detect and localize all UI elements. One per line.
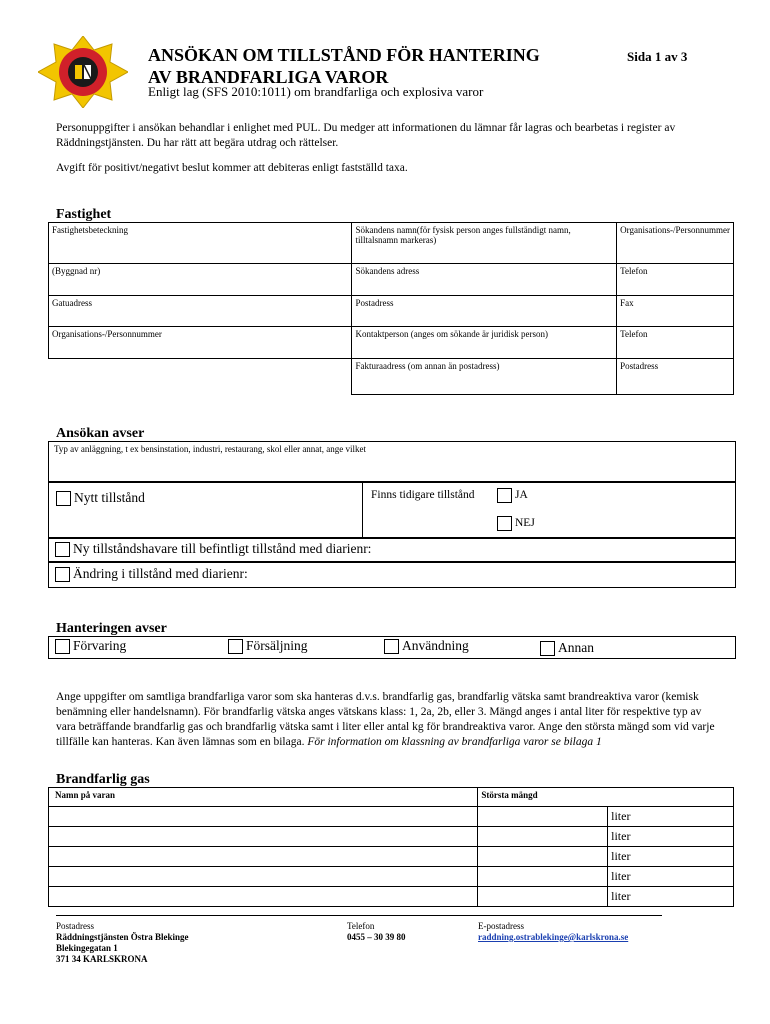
- change-row[interactable]: [48, 561, 736, 588]
- field-sokandens-namn[interactable]: Sökandens namn(för fysisk person anges fullständigt namn, tilltalsnamn markeras): [352, 223, 617, 264]
- gas-name-cell[interactable]: [49, 887, 478, 907]
- gas-col-name: Namn på varan: [49, 788, 478, 807]
- privacy-notice: Personuppgifter i ansökan behandlar i enlighet med PUL. Du medger att informationen du lämnar får lagras och bearbetas i register av Räddningstjänsten. Du har rätt att begära utdrag och rättelser.: [56, 122, 676, 149]
- option-nytt-tillstand[interactable]: Nytt tillstånd: [56, 490, 145, 506]
- page-number: Sida 1 av 3: [627, 49, 688, 64]
- fee-notice: Avgift för positivt/negativt beslut kommer att debiteras enligt fastställd taxa.: [56, 162, 408, 174]
- footer-postal: [56, 921, 189, 965]
- title-line-1: ANSÖKAN OM TILLSTÅND FÖR HANTERING: [148, 45, 540, 65]
- section-heading-fastighet: Fastighet: [56, 207, 112, 222]
- ny-tillstandshavare-label: Ny tillståndshavare till befintligt tillstånd med diarienr:: [73, 541, 372, 556]
- gas-table: [48, 787, 734, 907]
- footer-tel: 0455 – 30 39 80: [347, 932, 406, 942]
- new-holder-row[interactable]: [48, 537, 736, 563]
- gas-unit: liter: [608, 827, 734, 847]
- field-postadress[interactable]: Postadress: [352, 296, 617, 327]
- option-forsaljning[interactable]: Försäljning: [228, 638, 308, 654]
- field-byggnad-nr[interactable]: (Byggnad nr): [49, 264, 352, 296]
- property-table: [48, 222, 734, 395]
- document-title: [148, 44, 608, 88]
- option-ja[interactable]: JA: [497, 488, 528, 503]
- gas-unit: liter: [608, 887, 734, 907]
- gas-amount-cell[interactable]: [478, 867, 608, 887]
- title-line-2: AV BRANDFARLIGA VAROR: [148, 67, 389, 87]
- gas-name-cell[interactable]: [49, 847, 478, 867]
- ja-checkbox[interactable]: [497, 488, 512, 503]
- gas-unit: liter: [608, 867, 734, 887]
- finns-tidigare-label: Finns tidigare tillstånd: [371, 489, 475, 501]
- footer-post-city: 371 34 KARLSKRONA: [56, 954, 148, 964]
- facility-type-label: Typ av anläggning, t ex bensinstation, industri, restaurang, skol eller annat, ange vilket: [54, 444, 367, 454]
- anvandning-checkbox[interactable]: [384, 639, 399, 654]
- instructions-paragraph: [56, 690, 716, 750]
- nej-checkbox[interactable]: [497, 516, 512, 531]
- gas-amount-cell[interactable]: [478, 827, 608, 847]
- footer-email-link[interactable]: raddning.ostrablekinge@karlskrona.se: [478, 932, 629, 942]
- forvaring-checkbox[interactable]: [55, 639, 70, 654]
- option-annan[interactable]: Annan: [540, 640, 594, 656]
- gas-col-amount: Största mängd: [478, 788, 734, 807]
- footer-divider: [56, 915, 662, 916]
- gas-name-cell[interactable]: [49, 807, 478, 827]
- forsaljning-checkbox[interactable]: [228, 639, 243, 654]
- footer-post-street: Blekingegatan 1: [56, 943, 118, 953]
- field-orgnr[interactable]: Organisations-/Personnummer: [617, 223, 734, 264]
- section-heading-ansokan: Ansökan avser: [56, 426, 145, 441]
- facility-type-field[interactable]: [48, 441, 736, 483]
- footer-post-label: Postadress: [56, 921, 94, 931]
- option-forvaring[interactable]: Förvaring: [55, 638, 126, 654]
- annan-checkbox[interactable]: [540, 641, 555, 656]
- gas-name-cell[interactable]: [49, 827, 478, 847]
- field-sokandens-adress[interactable]: Sökandens adress: [352, 264, 617, 296]
- option-anvandning[interactable]: Användning: [384, 638, 469, 654]
- gas-amount-cell[interactable]: [478, 887, 608, 907]
- footer-phone: [347, 921, 406, 943]
- field-org-personnummer[interactable]: Organisations-/Personnummer: [49, 327, 352, 359]
- gas-amount-cell[interactable]: [478, 807, 608, 827]
- instructions-italic: För information om klassning av brandfarliga varor se bilaga 1: [307, 736, 602, 748]
- document-subtitle: Enligt lag (SFS 2010:1011) om brandfarliga och explosiva varor: [148, 84, 484, 99]
- field-kontaktperson[interactable]: Kontaktperson (anges om sökande är juridisk person): [352, 327, 617, 359]
- field-fakturaadress[interactable]: Fakturaadress (om annan än postadress): [352, 359, 617, 395]
- instructions-text: Ange uppgifter om samtliga brandfarliga varor som ska hanteras d.v.s. brandfarlig gas, brandfarlig vätska samt brandreaktiva varor (kemisk benämning eller handelsnamn). För brandfarlig vätska anges vätskans klass: 1, 2a, 2b, eller 3. Mängd anges i antal liter för respektive typ av vara beträffande brandfarlig gas och brandfarlig vätska samt i liter eller antal kg för brandreaktiva varor. Ange den största mängd som vid varje tillfälle kan hanteras. Kan även lämnas som en bilaga.: [56, 691, 715, 748]
- field-kontakt-telefon[interactable]: Telefon: [617, 327, 734, 359]
- gas-unit: liter: [608, 807, 734, 827]
- footer-tel-label: Telefon: [347, 921, 375, 931]
- field-fax[interactable]: Fax: [617, 296, 734, 327]
- section-heading-gas: Brandfarlig gas: [56, 772, 150, 787]
- section-heading-hantering: Hanteringen avser: [56, 621, 167, 636]
- field-gatuadress[interactable]: Gatuadress: [49, 296, 352, 327]
- footer-post-name: Räddningstjänsten Östra Blekinge: [56, 932, 189, 942]
- gas-name-cell[interactable]: [49, 867, 478, 887]
- andring-label: Ändring i tillstånd med diarienr:: [73, 566, 248, 581]
- divider: [362, 481, 363, 537]
- logo: [38, 36, 128, 108]
- ny-tillstandshavare-checkbox[interactable]: [55, 542, 70, 557]
- footer-email-label: E-postadress: [478, 921, 524, 931]
- fire-service-emblem-icon: [38, 36, 128, 108]
- footer-email: [478, 921, 628, 943]
- andring-checkbox[interactable]: [55, 567, 70, 582]
- option-nej[interactable]: NEJ: [497, 516, 535, 531]
- nytt-checkbox[interactable]: [56, 491, 71, 506]
- gas-amount-cell[interactable]: [478, 847, 608, 867]
- field-faktura-postadress[interactable]: Postadress: [617, 359, 734, 395]
- empty-cell: [49, 359, 352, 395]
- field-telefon[interactable]: Telefon: [617, 264, 734, 296]
- field-fastighetsbeteckning[interactable]: Fastighetsbeteckning: [49, 223, 352, 264]
- gas-unit: liter: [608, 847, 734, 867]
